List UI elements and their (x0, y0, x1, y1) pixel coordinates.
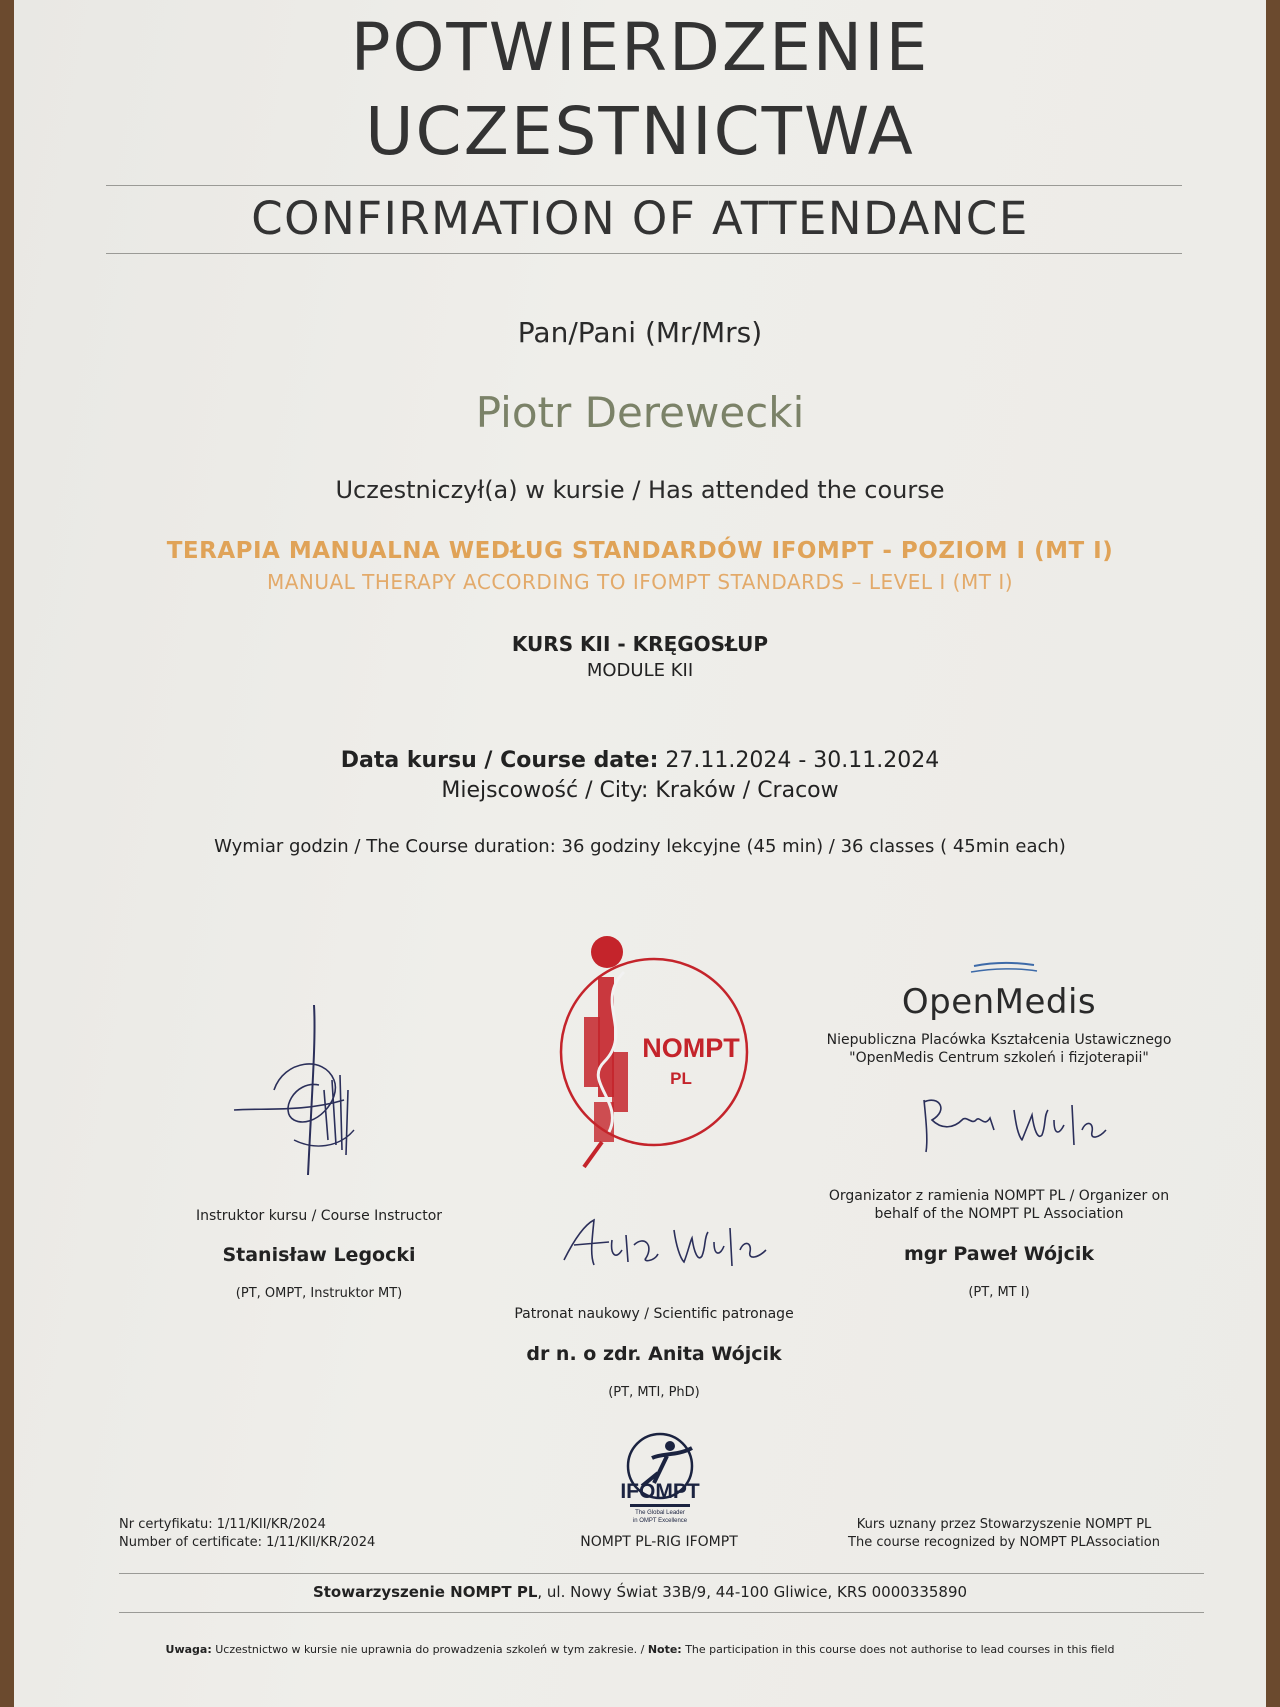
footer-divider-top (119, 1573, 1204, 1574)
course-title-en: MANUAL THERAPY ACCORDING TO IFOMPT STANDARDS – LEVEL I (MT I) (266, 570, 1014, 594)
ifompt-logo-text: IFOMPT (620, 1480, 700, 1503)
openmedis-swoosh-icon (969, 960, 1039, 976)
certificate-number-en: Number of certificate: 1/11/KII/KR/2024 (119, 1535, 376, 1550)
instructor-credentials: (PT, OMPT, Instruktor MT) (235, 1286, 403, 1301)
nompt-logo (554, 932, 764, 1172)
openmedis-logo: OpenMedis (901, 982, 1097, 1022)
ifompt-tagline-2: in OMPT Excellence (632, 1518, 688, 1524)
module-pl: KURS KII - KRĘGOSŁUP (511, 632, 769, 656)
certificate-number-pl: Nr certyfikatu: 1/11/KII/KR/2024 (119, 1517, 326, 1532)
recognition-en: The course recognized by NOMPT PLAssociation (848, 1535, 1160, 1550)
patron-signature (554, 1210, 774, 1280)
patron-credentials: (PT, MTI, PhD) (608, 1385, 700, 1400)
course-date-label: Data kursu / Course date: (340, 748, 659, 773)
ifompt-logo (592, 1428, 728, 1530)
divider-top (106, 185, 1182, 186)
course-title-pl: TERAPIA MANUALNA WEDŁUG STANDARDÓW IFOMPT - POZIOM I (MT I) (166, 538, 1114, 564)
nompt-logo-text: NOMPT (642, 1033, 740, 1063)
organizer-name: mgr Paweł Wójcik (904, 1243, 1094, 1265)
organizer-role-line2: behalf of the NOMPT PL Association (874, 1206, 1124, 1222)
attended-text: Uczestniczył(a) w kursie / Has attended the course (335, 476, 945, 504)
footer-note (14, 1643, 1266, 1656)
footer-note-label-en: Note: (647, 1643, 682, 1656)
course-duration: Wymiar godzin / The Course duration: 36 godziny lekcyjne (45 min) / 36 classes ( 45min each) (214, 836, 1066, 857)
title-pl-line2: UCZESTNICTWA (365, 93, 915, 170)
footer-assoc-name: Stowarzyszenie NOMPT PL (312, 1583, 538, 1601)
footer-divider-bottom (119, 1612, 1204, 1613)
footer-note-en: The participation in this course does not authorise to lead courses in this field (681, 1643, 1115, 1656)
patron-name: dr n. o zdr. Anita Wójcik (526, 1343, 782, 1365)
ifompt-tagline-1: The Global Leader (635, 1510, 685, 1516)
recipient-name: Piotr Derewecki (475, 388, 805, 437)
title-pl-line1: POTWIERDZENIE (350, 9, 930, 86)
course-date-value: 27.11.2024 - 30.11.2024 (665, 748, 940, 773)
organizer-role-line1: Organizator z ramienia NOMPT PL / Organizer on (828, 1188, 1170, 1204)
ifompt-caption: NOMPT PL-RIG IFOMPT (580, 1534, 738, 1550)
salutation: Pan/Pani (Mr/Mrs) (517, 316, 763, 349)
organizer-institution-line2: "OpenMedis Centrum szkoleń i fizjoterapii" (849, 1050, 1149, 1066)
divider-bottom (106, 253, 1182, 254)
course-city: Miejscowość / City: Kraków / Cracow (441, 778, 839, 803)
instructor-name: Stanisław Legocki (222, 1244, 416, 1266)
nompt-logo-sub: PL (670, 1069, 692, 1088)
organizer-signature (914, 1090, 1114, 1160)
title-en: CONFIRMATION OF ATTENDANCE (251, 192, 1029, 245)
instructor-signature (224, 1000, 384, 1180)
course-date (14, 748, 1266, 773)
certificate-paper (14, 0, 1266, 1707)
recognition-pl: Kurs uznany przez Stowarzyszenie NOMPT PL (856, 1517, 1152, 1532)
footer-assoc-address: , ul. Nowy Świat 33B/9, 44-100 Gliwice, KRS 0000335890 (537, 1583, 968, 1601)
organizer-institution-line1: Niepubliczna Placówka Kształcenia Ustawicznego (826, 1032, 1172, 1048)
footer-address (14, 1583, 1266, 1601)
footer-note-pl: Uczestnictwo w kursie nie uprawnia do prowadzenia szkoleń w tym zakresie. / (211, 1643, 648, 1656)
module-en: MODULE KII (586, 660, 694, 681)
footer-note-label-pl: Uwaga: (165, 1643, 212, 1656)
instructor-role: Instruktor kursu / Course Instructor (195, 1208, 443, 1224)
patron-role: Patronat naukowy / Scientific patronage (514, 1306, 794, 1322)
organizer-credentials: (PT, MT I) (968, 1285, 1030, 1300)
